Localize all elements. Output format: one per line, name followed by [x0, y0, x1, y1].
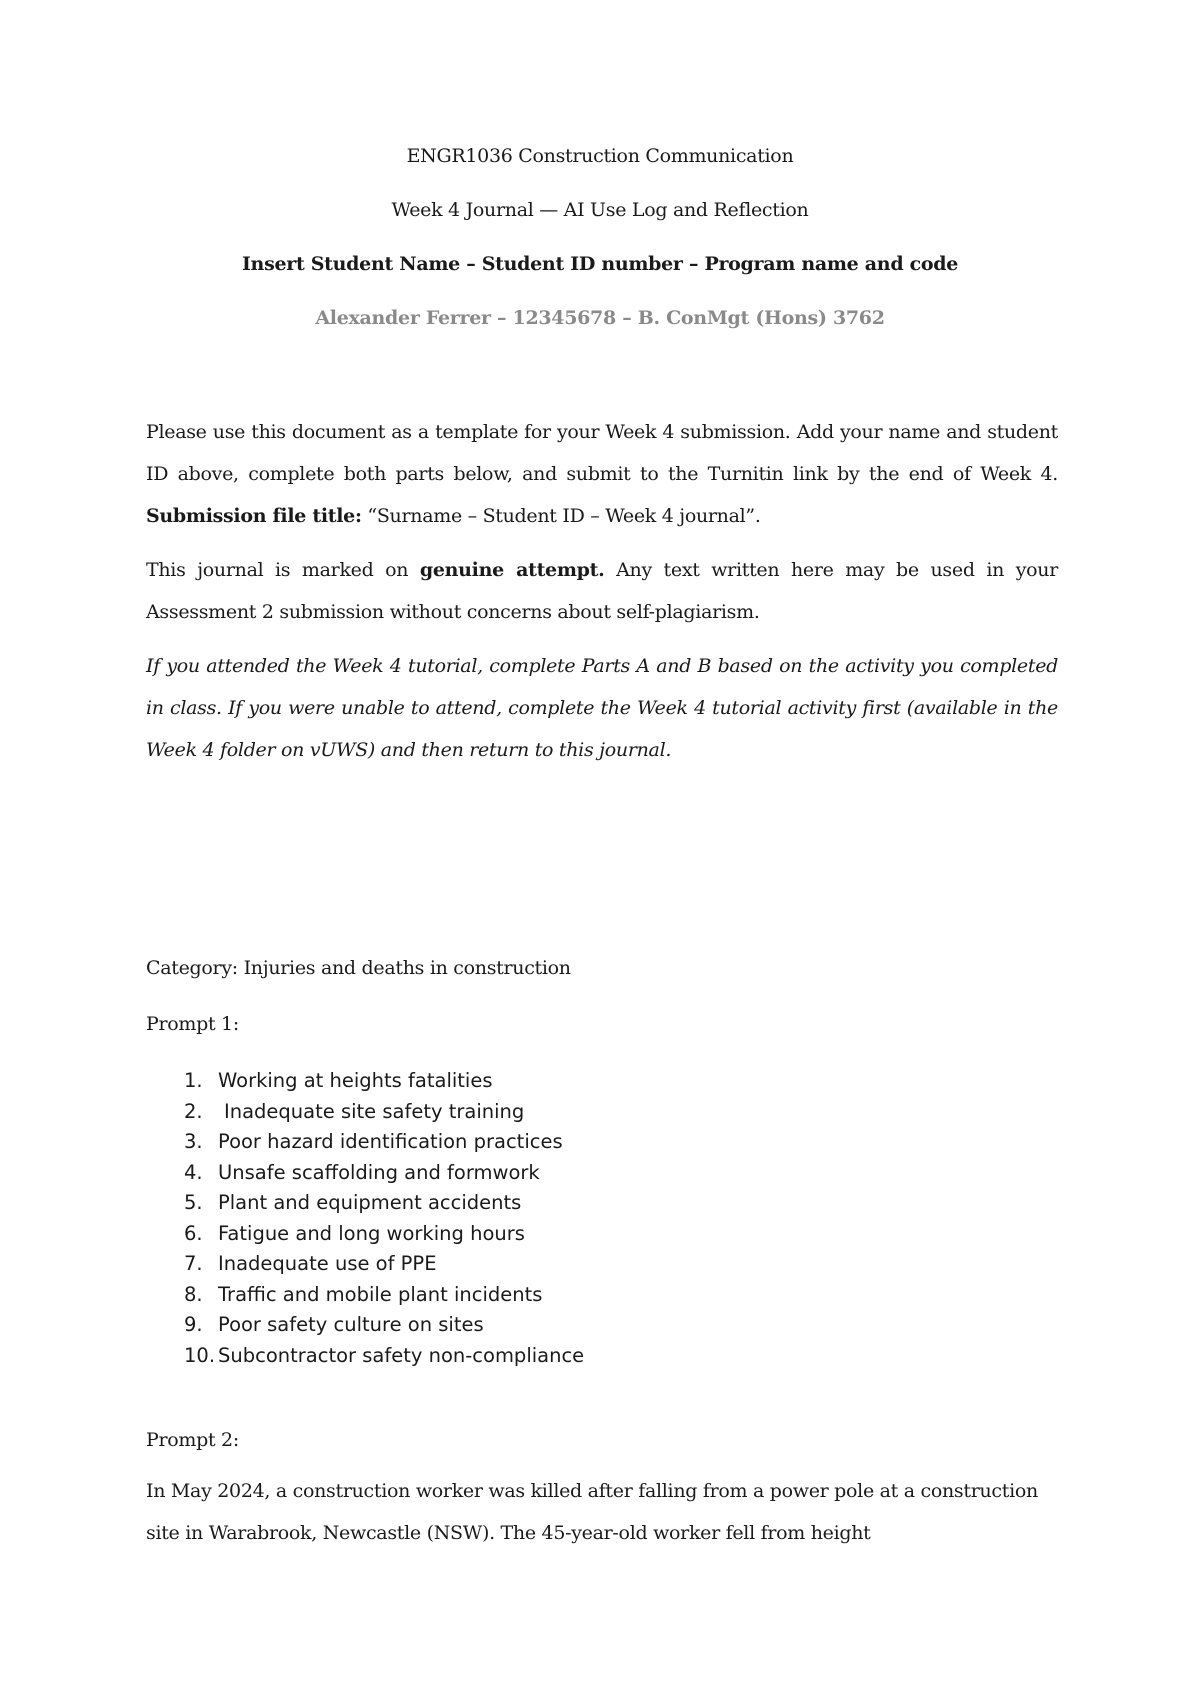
student-instruction-line: Insert Student Name – Student ID number – Program name and code	[241, 253, 959, 275]
list-number: 7.	[184, 1252, 203, 1275]
list-text: Subcontractor safety non-compliance	[218, 1343, 585, 1367]
list-number: 2.	[184, 1099, 203, 1123]
list-text: Poor safety culture on sites	[218, 1313, 484, 1336]
list-number: 4.	[184, 1160, 203, 1184]
list-item	[146, 1280, 584, 1311]
journal-title: Week 4 Journal — AI Use Log and Reflection	[391, 199, 809, 221]
intro-section	[146, 411, 1058, 783]
list-item	[146, 1310, 584, 1341]
intro-p2-tail: Any text written here may be used in your Assessment 2 submission without concerns about self-plagiarism.	[146, 559, 1058, 623]
intro-p1-text: Please use this document as a template for your Week 4 submission. Add your name and student ID above, complete both parts below, and submit to the Turnitin link by the end of Week 4.	[146, 421, 1058, 485]
genuine-attempt-label: genuine attempt.	[419, 559, 605, 581]
list-text: Inadequate use of PPE	[218, 1252, 437, 1275]
list-text: Poor hazard identification practices	[218, 1130, 563, 1153]
prompt-1-label: Prompt 1:	[146, 1013, 239, 1035]
intro-p2-start: This journal is marked on	[146, 559, 420, 581]
list-item	[146, 1219, 584, 1250]
list-text: Working at heights fatalities	[218, 1069, 493, 1092]
list-text: Plant and equipment accidents	[218, 1191, 522, 1214]
list-text: Unsafe scaffolding and formwork	[218, 1160, 540, 1184]
list-text: Fatigue and long working hours	[218, 1221, 525, 1245]
intro-paragraph-3: If you attended the Week 4 tutorial, complete Parts A and B based on the activity you completed in class. If you were unable to attend, complete the Week 4 tutorial activity first (available in the Week 4 folder on vUWS) and then return to this journal.	[146, 655, 1058, 761]
list-number: 5.	[184, 1191, 203, 1214]
list-number: 1.	[184, 1069, 203, 1092]
document-header	[0, 144, 1200, 330]
list-item	[146, 1158, 584, 1189]
prompt-1-list	[146, 1066, 584, 1371]
list-item	[146, 1249, 584, 1280]
list-number: 6.	[184, 1221, 203, 1245]
intro-paragraph-1	[146, 411, 1058, 537]
list-item	[146, 1097, 584, 1128]
list-number: 10.	[184, 1343, 216, 1367]
list-item	[146, 1188, 584, 1219]
list-text: Traffic and mobile plant incidents	[218, 1282, 543, 1306]
student-details-line: Alexander Ferrer – 12345678 – B. ConMgt (Hons) 3762	[315, 307, 885, 329]
list-item	[146, 1127, 584, 1158]
category-line: Category: Injuries and deaths in construction	[146, 957, 571, 979]
list-item	[146, 1066, 584, 1097]
intro-p1-tail: “Surname – Student ID – Week 4 journal”.	[361, 505, 761, 527]
intro-paragraph-2	[146, 549, 1058, 633]
course-title: ENGR1036 Construction Communication	[406, 145, 794, 167]
list-text: Inadequate site safety training	[224, 1099, 525, 1123]
list-number: 8.	[184, 1282, 203, 1306]
prompt-2-paragraph: In May 2024, a construction worker was killed after falling from a power pole at a construction site in Warabrook, Newcastle (NSW). The 45-year-old worker fell from height	[146, 1480, 1038, 1544]
submission-file-title-label: Submission file title:	[146, 505, 362, 527]
list-item	[146, 1341, 584, 1372]
prompt-2-label: Prompt 2:	[146, 1429, 239, 1451]
list-number: 9.	[184, 1313, 203, 1336]
list-number: 3.	[184, 1130, 203, 1153]
